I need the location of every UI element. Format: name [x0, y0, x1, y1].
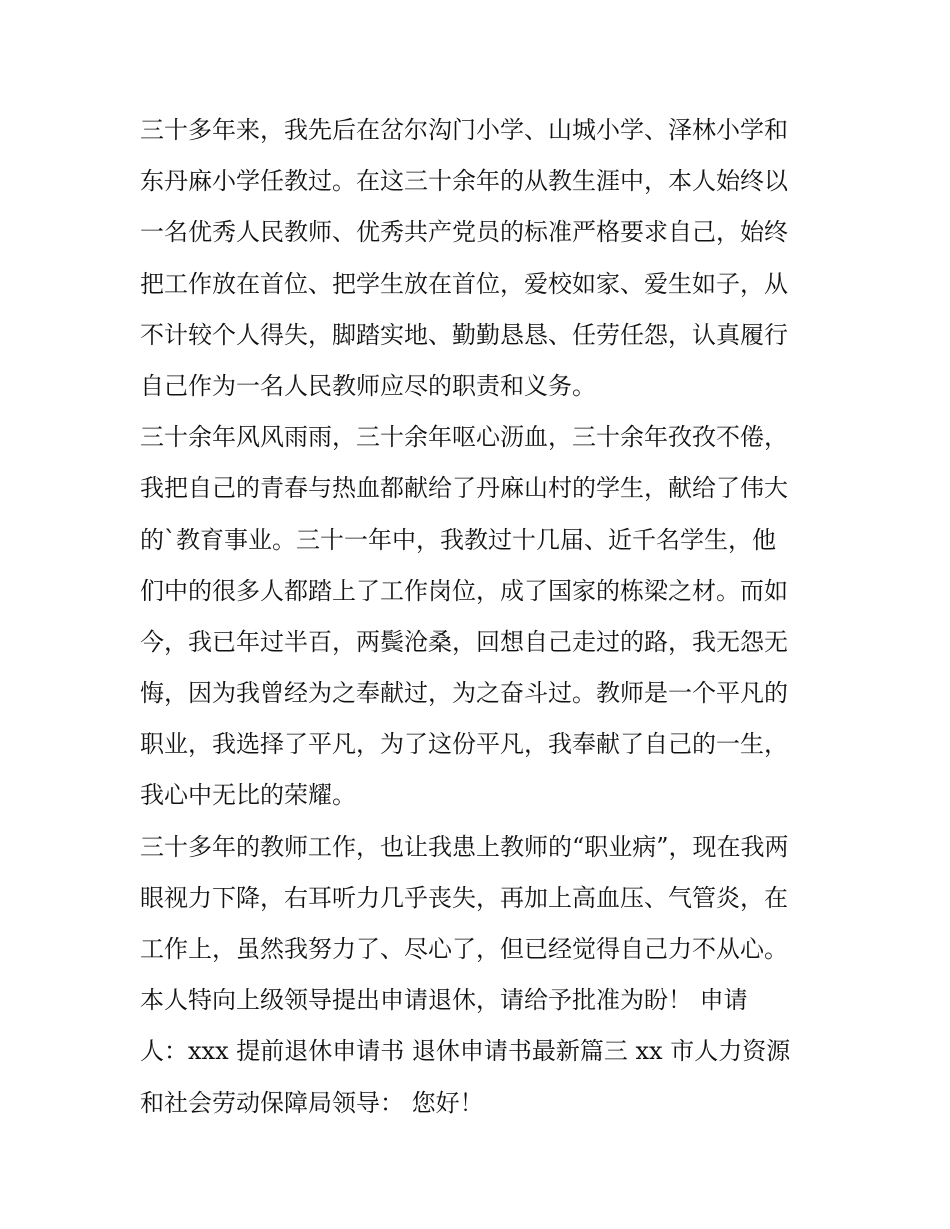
- text-line: 把工作放在首位、把学生放在首位，爱校如家、爱生如子，从: [140, 269, 788, 298]
- text-line: 悔，因为我曾经为之奉献过，为之奋斗过。教师是一个平凡的: [140, 679, 788, 708]
- text-line: 我把自己的青春与热血都献给了丹麻山村的学生，献给了伟大: [140, 474, 788, 503]
- text-line: 三十余年风风雨雨，三十余年呕心沥血，三十余年孜孜不倦，: [140, 423, 788, 452]
- text-line: 三十多年的教师工作，也让我患上教师的“职业病”，现在我两: [140, 832, 789, 861]
- text-line: 今，我已年过半百，两鬓沧桑，回想自己走过的路，我无怨无: [140, 627, 788, 656]
- text-line: 们中的很多人都踏上了工作岗位，成了国家的栋梁之材。而如: [140, 576, 788, 605]
- text-line: 三十多年来，我先后在岔尔沟门小学、山城小学、泽林小学和: [140, 116, 788, 144]
- text-line: 和社会劳动保障局领导： 您好！: [140, 1088, 484, 1117]
- text-line: 人：xxx 提前退休申请书 退休申请书最新篇三 xx 市人力资源: [140, 1037, 791, 1066]
- text-line: 眼视力下降，右耳听力几乎丧失，再加上高血压、气管炎，在: [140, 883, 788, 912]
- text-line: 工作上，虽然我努力了、尽心了，但已经觉得自己力不从心。: [140, 935, 788, 963]
- text-line: 东丹麻小学任教过。在这三十余年的从教生涯中，本人始终以: [140, 167, 788, 196]
- text-line: 职业，我选择了平凡，为了这份平凡，我奉献了自己的一生，: [140, 730, 788, 759]
- text-line: 自己作为一名人民教师应尽的职责和义务。: [140, 371, 596, 400]
- text-line: 本人特向上级领导提出申请退休，请给予批准为盼！ 申请: [140, 986, 748, 1015]
- body-text: [140, 110, 820, 1134]
- text-line: 不计较个人得失，脚踏实地、勤勤恳恳、任劳任怨，认真履行: [140, 320, 788, 349]
- text-line: 一名优秀人民教师、优秀共产党员的标准严格要求自己，始终: [140, 218, 788, 247]
- text-line: 的`教育事业。三十一年中，我教过十几届、近千名学生，他: [140, 525, 776, 554]
- text-line: 我心中无比的荣耀。: [140, 781, 356, 810]
